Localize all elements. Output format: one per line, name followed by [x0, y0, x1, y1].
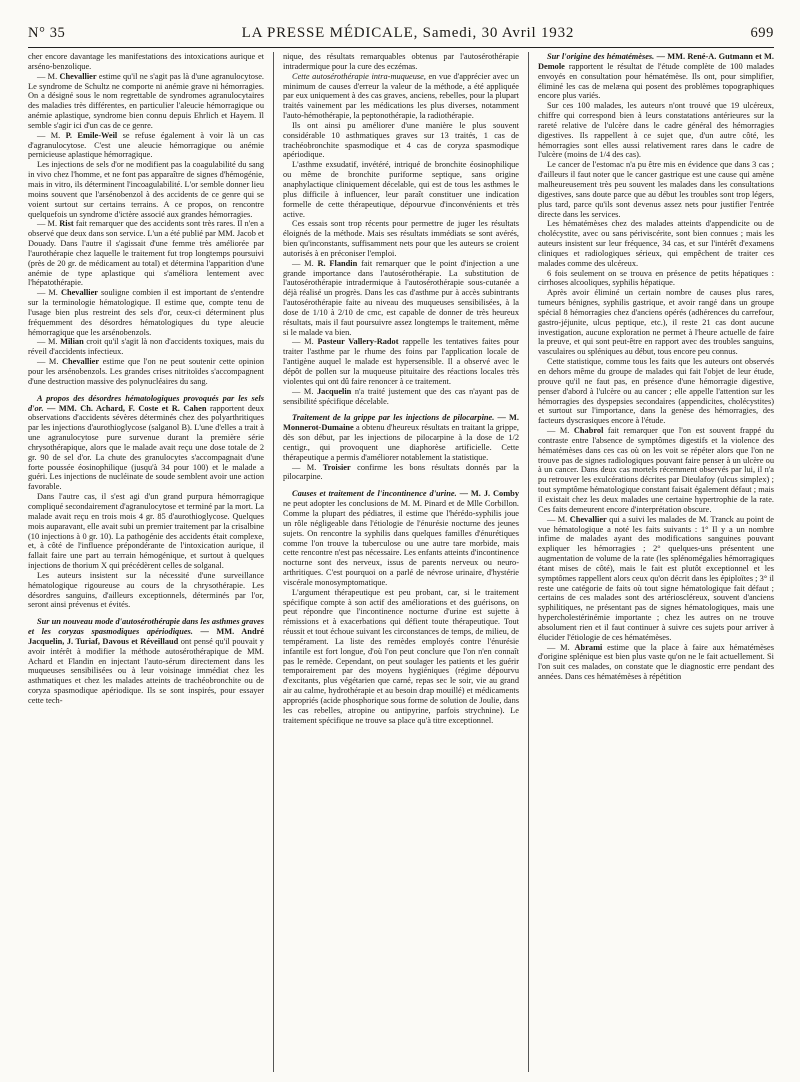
- speaker-name: Chevallier: [62, 357, 100, 367]
- article-columns: [28, 52, 774, 1072]
- paragraph: — M. Troisier confirme les bons résultats donnés par la pilocarpine.: [283, 462, 519, 482]
- section-title: Sur un nouveau mode d'autosérothérapie dans les asthmes graves et les coryzas spasmodiques apériodiques.: [28, 617, 264, 637]
- emphasis: Cette autosérothérapie intra-muqueuse,: [292, 71, 426, 81]
- paragraph: — M. Chevallier souligne combien il est important de s'entendre sur la terminologie hématologique. Il estime que, compte tenu de l'usage bien plus restreint des sels d'or, ceux-ci déterminent plus fréquemment des désordres hématologiques du type aleucie hémorragique que les arsénobenzols.: [28, 288, 264, 337]
- paragraph: — M. Rist fait remarquer que des accidents sont très rares. Il n'en a observé que deux dans son service. L'un a été publié par MM. Jacob et Douady. Dans l'autre il s'agissait d'une femme très améliorée par l'aurothérapie chez laquelle le traitement fut trop longtemps poursuivi (près de 20 gr. de médicament au total) et détermina l'apparition d'une anémie de type aplastique qui s'améliora lentement avec l'hépatothérapie.: [28, 219, 264, 288]
- section-authors: — MM. André Jacquelin, J. Turiaf, Davous et Réveillaud: [28, 627, 264, 646]
- column-2: [273, 52, 528, 1072]
- header-rule: [28, 47, 774, 48]
- issue-number: N° 35: [28, 24, 66, 41]
- paragraph: Cette autosérothérapie intra-muqueuse, en vue d'apprécier avec un minimum de causes d'erreur la valeur de la méthode, a été appliquée par eux uniquement à des cas graves, anciens, rebelles, pour la plupart traités vainement par les médications les plus diverses, notamment l'auto-hémothérapie, la peptonothérapie, la radiothérapie.: [283, 71, 519, 121]
- speaker-name: Chevallier: [569, 514, 607, 524]
- speaker-name: Milian: [60, 337, 84, 347]
- speaker-name: Troisier: [322, 462, 351, 472]
- speaker-name: Rist: [59, 219, 74, 229]
- section-paragraph: Sur l'origine des hématémèses. — MM. René-A. Gutmann et M. Demole rapportent le résultat de l'étude complète de 100 malades envoyés en consultation pour hématémèse. Ils ont, pour simplifier, éliminé les cas de melæna qui posent des problèmes topographiques encore plus variés.: [538, 52, 774, 101]
- section-authors: — M. J. Comby: [456, 489, 519, 499]
- section-authors: — MM. René-A. Gutmann et M. Demole: [538, 52, 774, 71]
- speaker-name: Jacquelin: [317, 386, 352, 396]
- speaker-name: Chevallier: [59, 71, 97, 81]
- page-header: [28, 20, 774, 46]
- paragraph: Les hématémèses chez des malades atteints d'appendicite ou de cholécystite, avec ou sans périviscérite, sont bien connues ; mais les auteurs insistent sur leur fréquence, 34 cas, et sur l'intérêt d'examens cliniques et radiologiques sérieux, qui empêchent de traiter ces malades comme des ulcéreux.: [538, 219, 774, 268]
- section-paragraph: Traitement de la grippe par les injections de pilocarpine. — M. Monnerot-Dumaine a obtenu d'heureux résultats en traitant la grippe, dès son début, par les injections de pilocarpine à la dose de 1/2 centigr., qui provoquent une diaphorèse artificielle. Cette thérapeutique a permis d'améliorer notablement la statistique.: [283, 413, 520, 462]
- paragraph: Les auteurs insistent sur la nécessité d'une surveillance hématologique rigoureuse au cours de la chrysothérapie. Les désordres sanguins, d'ailleurs exceptionnels, déterminés par l'or, seront ainsi prévenus et évités.: [28, 570, 264, 610]
- paragraph: — M. Chabrol fait remarquer que l'on est souvent frappé du contraste entre l'absence de symptômes digestifs et la violence des hématémèses dans ces cas où on les voit se répéter alors que l'on ne trouve pas de signes radiologiques pouvant faire penser à un ulcère ou à un cancer. Dans deux cas mortels récemment observés par lui, il n'a pu retrouver les exulcérations décrites par Dieulafoy (ulcus simplex) ; tout symptôme hématologique constant faisait également défaut ; mais il existait chez les deux malades une certaine hypertrophie de la rate. Ces faits demeurent encore d'interprétation obscure.: [538, 426, 774, 514]
- paragraph: nique, des résultats remarquables obtenus par l'autosérothérapie intradermique pour la cure des eczémas.: [283, 52, 519, 71]
- page-number: 699: [750, 24, 774, 41]
- speaker-name: Chabrol: [573, 426, 604, 436]
- column-1: [28, 52, 273, 1072]
- paragraph: — M. Pasteur Vallery-Radot rappelle les tentatives faites pour traiter l'asthme par le rhume des foins par l'application locale de l'antigène auquel le malade est hypersensible. Il a observé avec le dépôt de pollen sur la muqueuse pituitaire des réactions locales très violentes qui ont dû faire renoncer à ce traitement.: [283, 337, 519, 386]
- paragraph: Les injections de sels d'or ne modifient pas la coagulabilité du sang in vivo chez l'homme, et ne font pas apparaître de signes d'hémogénie, mais in vitro, ils déterminent l'incoagulabilité. L'or semble donner lieu moins souvent que l'arsénobenzol à des accidents de ce genre qui se voient surtout sur certains terrains. A ce propos, on rencontre quelquefois un syndrome d'ictère associé aux grandes hémorragies.: [28, 160, 264, 219]
- paragraph: — M. Chevallier estime que l'on ne peut soutenir cette opinion pour les arsénobenzols. Les grandes crises nitritoïdes s'accompagnent d'une destruction massive des polynucléaires du sang.: [28, 357, 264, 386]
- paragraph: L'asthme exsudatif, invétéré, intriqué de bronchite éosinophilique ou même de bronchite puriforme septique, sans origine anaphylactique cliniquement décelable, qui est de tous les asthmes le plus difficile à influencer, leur paraît constituer une indication formelle de cette thérapeutique, dépourvue d'inconvénients et très active.: [283, 160, 519, 219]
- speaker-name: Pasteur Vallery-Radot: [317, 337, 399, 347]
- paragraph: 6 fois seulement on se trouva en présence de petits hépatiques : cirrhoses alcooliques, syphilis hépatique.: [538, 268, 774, 288]
- speaker-name: Chevallier: [60, 288, 99, 298]
- paragraph: Cette statistique, comme tous les faits que les auteurs ont observés en dehors même du groupe de malades qui fait l'objet de leur étude, prouve qu'il ne faut pas, en présence d'une hémorragie digestive, penser d'abord à l'ulcère ou au cancer ; elle appelle l'attention sur les hémorragies des dyspepsies secondaires (appendicites, cholécystites) et surtout sur l'importance, dans la genèse des hémorragies, des facteurs dyscrasiques encore à l'étude.: [538, 357, 774, 426]
- paragraph: cher encore davantage les manifestations des intoxications aurique et arséno-benzolique.: [28, 52, 264, 71]
- paragraph: — M. R. Flandin fait remarquer que le point d'injection a une grande importance dans l'autosérothérapie. La substitution de l'autosérothérapie intradermique à l'autosérothérapie sous-cutanée a déjà réalisé un progrès. Dans les cas d'asthme pur à accès subintrants l'autosérothérapie faite au niveau des muqueuses sensibilisées, à la dose de 1/10 à 2/10 de cmc, est capable de donner de très heureux résultats, mais il faut poursuivre assez longtemps le traitement, même si le malade va bien.: [283, 258, 519, 337]
- journal-title: LA PRESSE MÉDICALE, Samedi, 30 Avril 1932: [241, 24, 575, 41]
- speaker-name: Abrami: [574, 642, 603, 652]
- paragraph: Dans l'autre cas, il s'est agi d'un grand purpura hémorragique compliqué secondairement d'agranulocytose et terminé par la mort. La malade avait reçu en trois mois 4 gr. 85 d'aurothioglycose. Quelques mois auparavant, elle avait subi un premier traitement par la crisalbine (10 injections à 0 gr. 10). La pathogénie des accidents était complexe, et, à côté de l'influence prépondérante de l'intoxication aurique, il fallait faire une part au terrain hémogénique, et surtout à quelques injections de thorium X qui précédèrent celles de solganal.: [28, 492, 264, 571]
- speaker-name: R. Flandin: [317, 258, 358, 268]
- section-authors: — M. Monnerot-Dumaine: [283, 413, 520, 433]
- section-title: A propos des désordres hématologiques provoqués par les sels d'or.: [28, 393, 264, 413]
- paragraph: — M. Jacquelin n'a traité justement que des cas n'ayant pas de sensibilité spécifique décelable.: [283, 386, 519, 406]
- section-authors: — MM. Ch. Achard, F. Coste et R. Cahen: [43, 403, 207, 413]
- section-paragraph: Sur un nouveau mode d'autosérothérapie dans les asthmes graves et les coryzas spasmodiques apériodiques. — MM. André Jacquelin, J. Turiaf, Davous et Réveillaud ont pensé qu'il pouvait y avoir intérêt à modifier la méthode autosérothérapique de MM. Achard et Flandin en injectant l'auto-sérum directement dans les muqueuses sensibilisées ou à leur voisinage immédiat chez les asthmatiques et chez les malades atteints de trachéobronchite ou de coryza spasmodique apériodique. Ils se sont inspirés, pour essayer cette tech-: [28, 617, 264, 705]
- paragraph: — M. Milian croit qu'il s'agit là non d'accidents toxiques, mais du réveil d'accidents infectieux.: [28, 337, 264, 357]
- paragraph: — M. Chevallier estime qu'il ne s'agit pas là d'une agranulocytose. Le syndrome de Schultz ne comporte ni anémie grave ni hémorragies. On a désigné sous le nom regrettable de syndromes agranulocytaires des maladies très différentes, en particulier l'aleucie hémorragique ou anémie aplastique, syndrome bien connu depuis Ehrlich et Hayem. Il semble s'agir ici d'un cas de ce genre.: [28, 71, 264, 130]
- paragraph: Sur ces 100 malades, les auteurs n'ont trouvé que 19 ulcéreux, chiffre qui correspond bien à leurs constatations antérieures sur la rareté relative de l'ulcère dans le cadre général des hémorragies digestives. Ils rappellent à ce sujet que, d'un autre côté, les hémorragies sont elles aussi relativement rares dans le cadre de l'ulcère (moins de 1/4 des cas).: [538, 101, 774, 160]
- paragraph: Après avoir éliminé un certain nombre de causes plus rares, tumeurs bénignes, syphilis gastrique, et avoir rangé dans un groupe spécial 8 hémorragies chez d'anciens opérés (adhérences du carrefour, gastro-jéjunite, ulcus peptique, etc.), il reste 21 cas dont aucune investigation, aucune exploration ne permet à l'heure actuelle de faire la preuve, et qui sont peut-être en rapport avec des troubles sanguins, vasculaires ou spléniques au début, tous encore peu connus.: [538, 288, 774, 357]
- section-title: Traitement de la grippe par les injections de pilocarpine.: [292, 413, 495, 423]
- paragraph: Le cancer de l'estomac n'a pu être mis en évidence que dans 3 cas ; d'ailleurs il faut noter que le cancer gastrique est une cause qui amène malheureusement très peu souvent les malades dans les consultations digestives, sans doute parce que au début les troubles sont trop légers, plus tard, parce qu'ils sont devenus assez nets pour justifier l'entrée directe dans les services.: [538, 160, 774, 219]
- speaker-name: P. Emile-Weil: [65, 130, 118, 140]
- section-paragraph: Causes et traitement de l'incontinence d'urine. — M. J. Comby ne peut adopter les conclusions de M. M. Pinard et de Mlle Corbillon. Comme la plupart des pédiatres, il estime que l'hérédo-syphilis joue un rôle négligeable dans l'étiologie de l'énurésie nocturne des jeunes sujets. On rencontre la syphilis dans quelques familles d'énurétiques comme l'on trouve la tuberculose ou une autre tare morbide, mais cette rencontre n'est pas nécessaire. Les enfants atteints d'incontinence nocturne sont des nerveux, issus de parents nerveux ou neuro-arthritiques. C'est pourquoi on a parlé de névrose urinaire, d'hystérie viscérale monosymptomatique.: [283, 489, 519, 587]
- paragraph: — M. P. Emile-Weil se refuse également à voir là un cas d'agranulocytose. C'est une aleucie hémorragique ou anémie pernicieuse aplastique hémorragique.: [28, 130, 265, 160]
- paragraph: Ces essais sont trop récents pour permettre de juger les résultats éloignés de la méthode. Mais ses résultats immédiats se sont avérés, bien qu'inconstants, suffisamment nets pour que les auteurs se croient autorisés à en préconiser l'emploi.: [283, 219, 519, 258]
- section-title: Causes et traitement de l'incontinence d'urine.: [292, 489, 457, 499]
- paragraph: Ils ont ainsi pu améliorer d'une manière le plus souvent considérable 10 asthmatiques graves sur 13 traités, 1 cas de trachéobronchite spasmodique et 4 cas de coryza spasmodique apériodique.: [283, 120, 519, 160]
- paragraph: — M. Abrami estime que la place à faire aux hématémèses d'origine splénique est bien plus vaste qu'on ne le fait actuellement. Si l'on suit ces malades, on constate que le diagnostic erre pendant des années. Dans ces hématémèses à répétition: [538, 642, 774, 682]
- section-title: Sur l'origine des hématémèses.: [547, 52, 655, 61]
- section-paragraph: A propos des désordres hématologiques provoqués par les sels d'or. — MM. Ch. Achard, F. Coste et R. Cahen rapportent deux observations d'accidents sévères déterminés chez des polyarthritiques par les injections d'aurothioglycose (salganol B). L'une d'elles a trait à une agranulocytose pure survenue durant la première série chrysothérapique, alors que le malade avait reçu une dose totale de 2 gr. 90 de sel d'or. La chute des granulocytes s'accompagnait d'une forte poussée éosinophilique (jusqu'à 34 pour 100) et le malade a guéri. Les injections de nucléinate de soude semblent avoir une action favorable.: [28, 393, 264, 492]
- paragraph: — M. Chevallier qui a suivi les malades de M. Tranck au point de vue hématologique a noté les faits suivants : 1° Il y a un nombre infime de malades ayant des modifications sanguines pouvant expliquer les hémorragies ; 2° quelques-uns présentent une augmentation de volume de la rate (les splénomégalies hémorragiques étant mises de côté), mais le fait est plutôt exceptionnel et les symptômes rappellent alors ceux qu'on décrit dans les épiploïtes ; 3° il reste une catégorie de faits où tout signe hématologique fait défaut ; certains de ces malades sont des artérioscléreux, souvent d'anciens syphilitiques, ne présentant pas de signes hématologiques, mais une hypercholestérinémie importante ; chez les autres on ne trouve absolument rien et il faut continuer à suivre ces sujets pour arriver à élucider l'étiologie de ces hématémèses.: [538, 514, 774, 642]
- column-3: [528, 52, 774, 1072]
- paragraph: L'argument thérapeutique est peu probant, car, si le traitement spécifique compte à son actif des améliorations et des guérisons, on peut répondre que l'incontinence nocturne d'urine est sujette à rémissions et à exacerbations qui défient toute thérapeutique. Tout réussit et tout échoue suivant les circonstances de temps, de milieu, de tempérament. La liste des remèdes employés contre l'énurésie infantile est fort longue, d'où l'on peut conclure que l'on n'en connaît pas le remède. Cependant, on peut soulager les patients et les guérir temporairement par des moyens hygiéniques (régime dépourvu d'excitants, plus végétarien que carné, repas sec le soir, vie au grand air au calme, hydrothérapie et au besoin drap mouillé) et médicaments appropriés (acide phosphorique sous forme de solution de Joulie, dans les cas rebelles, atropine ou antipyrine, parfois strychnine). Le traitement spécifique ne trouve sa place qu'à titre exceptionnel.: [283, 587, 519, 725]
